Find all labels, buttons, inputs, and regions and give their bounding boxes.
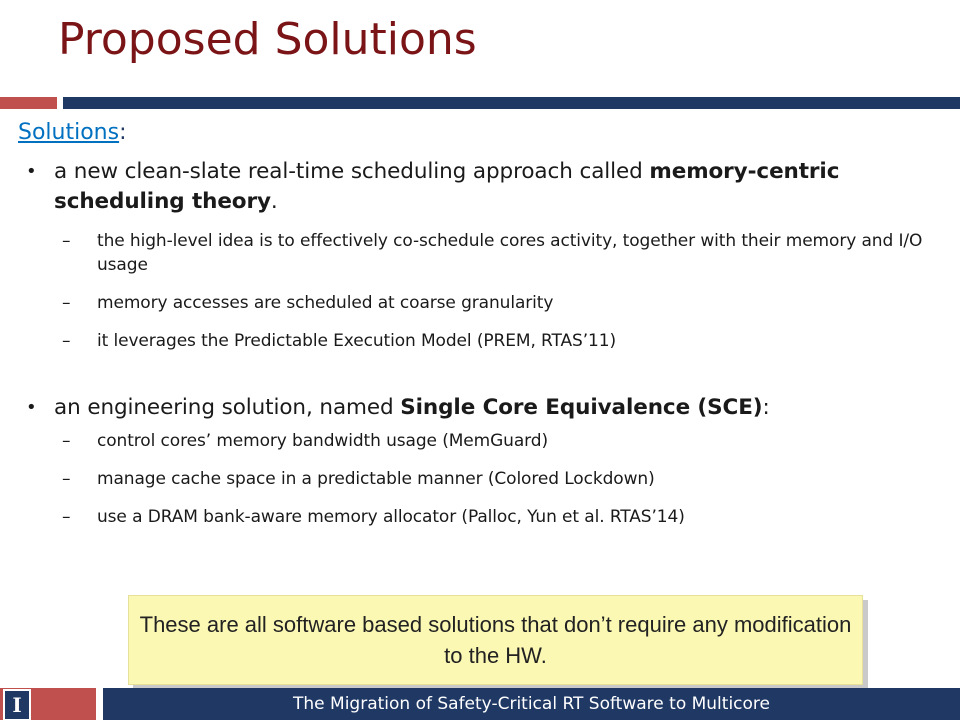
sub-bullet: – the high-level idea is to effectively co-schedule cores activity, together with their memory and I/O usage (62, 231, 923, 275)
sub-bullet-text: use a DRAM bank-aware memory allocator (Palloc, Yun et al. RTAS’14) (97, 507, 685, 527)
slide-title: Proposed Solutions (58, 14, 477, 65)
bullet-bold: memory-centric scheduling theory (54, 159, 840, 214)
sub-bullet: – control cores’ memory bandwidth usage (MemGuard) (62, 431, 548, 451)
solutions-heading (18, 120, 948, 145)
university-logo-icon: I (3, 689, 31, 721)
sub-bullet-text: memory accesses are scheduled at coarse granularity (97, 293, 554, 313)
solutions-link[interactable]: Solutions (18, 120, 120, 145)
bullet-end: . (270, 189, 278, 214)
callout-box (128, 595, 863, 685)
bullet-sce (18, 393, 948, 423)
bullet-bold: Single Core Equivalence (SCE) (400, 395, 763, 420)
bullet-end: : (762, 395, 770, 420)
footer-text: The Migration of Safety-Critical RT Software to Multicore (293, 694, 770, 714)
bullet-dot: • (26, 397, 37, 418)
sub-bullet-text: manage cache space in a predictable manner (Colored Lockdown) (97, 469, 655, 489)
bullet-text: a new clean-slate real-time scheduling approach called (54, 159, 650, 184)
sub-bullet: – use a DRAM bank-aware memory allocator (Palloc, Yun et al. RTAS’14) (62, 507, 685, 527)
title-divider (63, 97, 960, 109)
heading-colon: : (119, 120, 127, 145)
sub-bullet-text: control cores’ memory bandwidth usage (MemGuard) (97, 431, 548, 451)
bullet-dot: • (26, 161, 37, 182)
bullet-memory-centric (18, 157, 948, 217)
callout-text: These are all software based solutions that don’t require any modification to the HW. (139, 612, 852, 668)
sub-bullet: – memory accesses are scheduled at coarse granularity (62, 293, 554, 313)
sub-bullet-text: it leverages the Predictable Execution Model (PREM, RTAS’11) (97, 331, 616, 351)
sub-bullet: – it leverages the Predictable Execution Model (PREM, RTAS’11) (62, 331, 616, 351)
title-divider-accent (0, 97, 57, 109)
sub-bullet-text: the high-level idea is to effectively co-schedule cores activity, together with their memory and I/O usage (97, 231, 923, 275)
footer-bar (103, 688, 960, 720)
slide-body (18, 120, 948, 529)
bullet-text: an engineering solution, named (54, 395, 401, 420)
sub-bullet: – manage cache space in a predictable manner (Colored Lockdown) (62, 469, 655, 489)
